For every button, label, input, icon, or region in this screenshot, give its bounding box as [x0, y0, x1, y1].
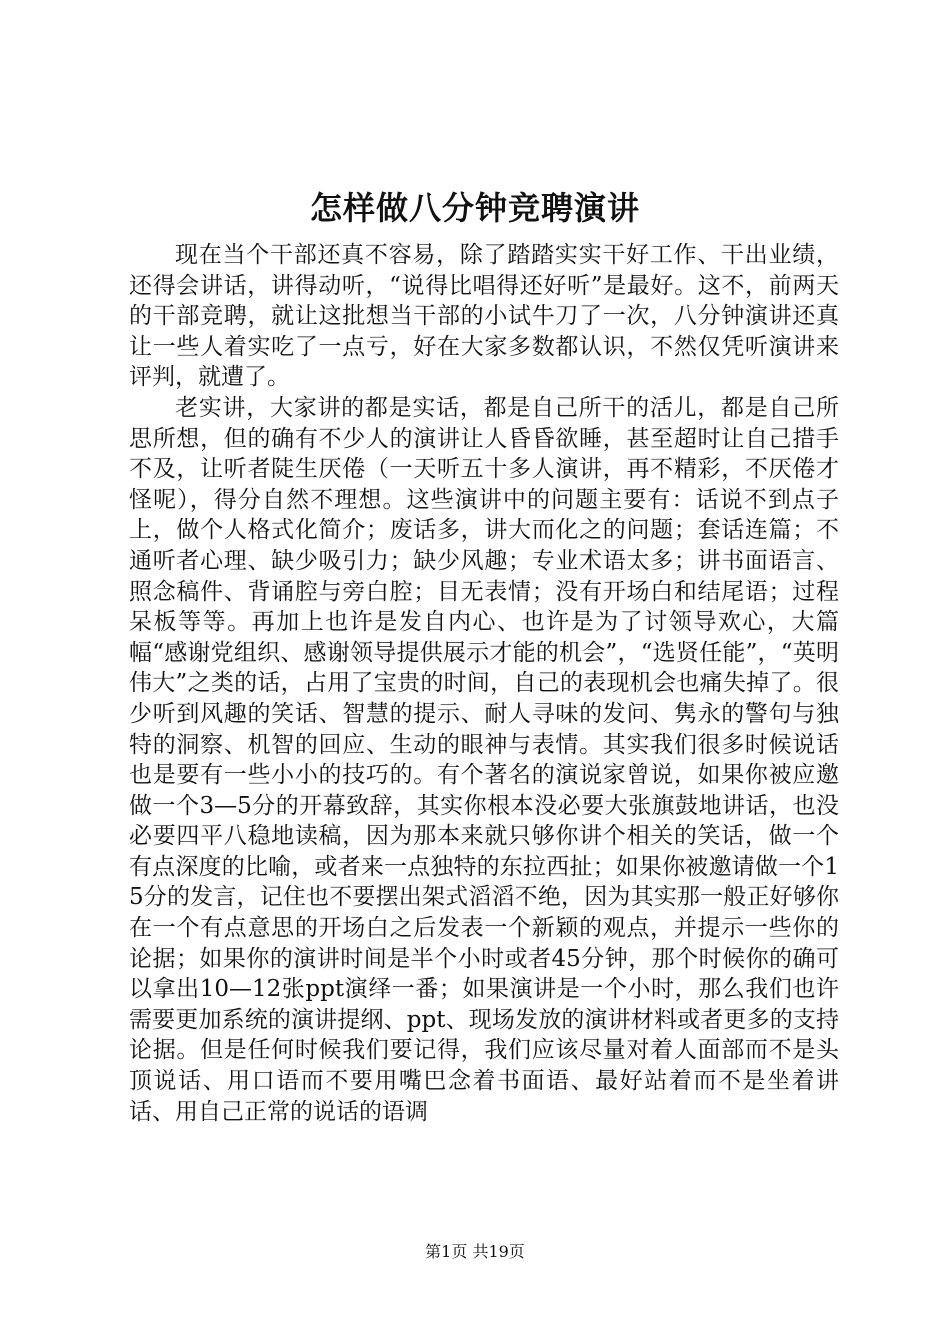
document-title: 怎样做八分钟竞聘演讲: [309, 189, 640, 227]
paragraph: 老实讲，大家讲的都是实话，都是自己所干的活儿，都是自己所思所想，但的确有不少人的演讲让人昏昏欲睡，甚至超时让自己措手不及，让听者陡生厌倦（一天听五十多人演讲，再不精彩，不厌倦才怪呢），得分自然不理想。这些演讲中的问题主要有：话说不到点子上，做个人格式化简介；废话多，讲大而化之的问题；套话连篇；不通听者心理、缺少吸引力；缺少风趣；专业术语太多；讲书面语言、照念稿件、背诵腔与旁白腔；目无表情；没有开场白和结尾语；过程呆板等等。再加上也许是发自内心、也许是为了讨领导欢心，大篇幅“感谢党组织、感谢领导提供展示才能的机会”，“选贤任能”，“英明伟大”之类的话，占用了宝贵的时间，自己的表现机会也痛失掉了。很少听到风趣的笑话、智慧的提示、耐人寻味的发问、隽永的警句与独特的洞察、机智的回应、生动的眼神与表情。其实我们很多时候说话也是要有一些小小的技巧的。有个著名的演说家曾说，如果你被应邀做一个3—5分的开幕致辞，其实你根本没必要大张旗鼓地讲话，也没必要四平八稳地读稿，因为那本来就只够你讲个相关的笑话，做一个有点深度的比喻，或者来一点独特的东拉西扯；如果你被邀请做一个15分的发言，记住也不要摆出架式滔滔不绝，因为其实那一般正好够你在一个有点意思的开场白之后发表一个新颖的观点，并提示一些你的论据；如果你的演讲时间是半个小时或者45分钟，那个时候你的确可以拿出10—12张ppt演绎一番；如果演讲是一个小时，那么我们也许需要更加系统的演讲提纲、ppt、现场发放的演讲材料或者更多的支持论据。但是任何时候我们要记得，我们应该尽量对着人面部而不是头顶说话、用口语而不要用嘴巴念着书面语、最好站着而不是坐着讲话、用自己正常的说话的语调: [129, 394, 839, 1125]
paragraph: 现在当个干部还真不容易，除了踏踏实实干好工作、干出业绩，还得会讲话，讲得动听，“说得比唱得还好听”是最好。这不，前两天的干部竞聘，就让这批想当干部的小试牛刀了一次，八分钟演讲还真让一些人着实吃了一点亏，好在大家多数都认识，不然仅凭听演讲来评判，就遭了。: [129, 242, 839, 391]
page-footer: 第1页 共19页: [425, 1242, 525, 1261]
document-body: [129, 240, 839, 1127]
